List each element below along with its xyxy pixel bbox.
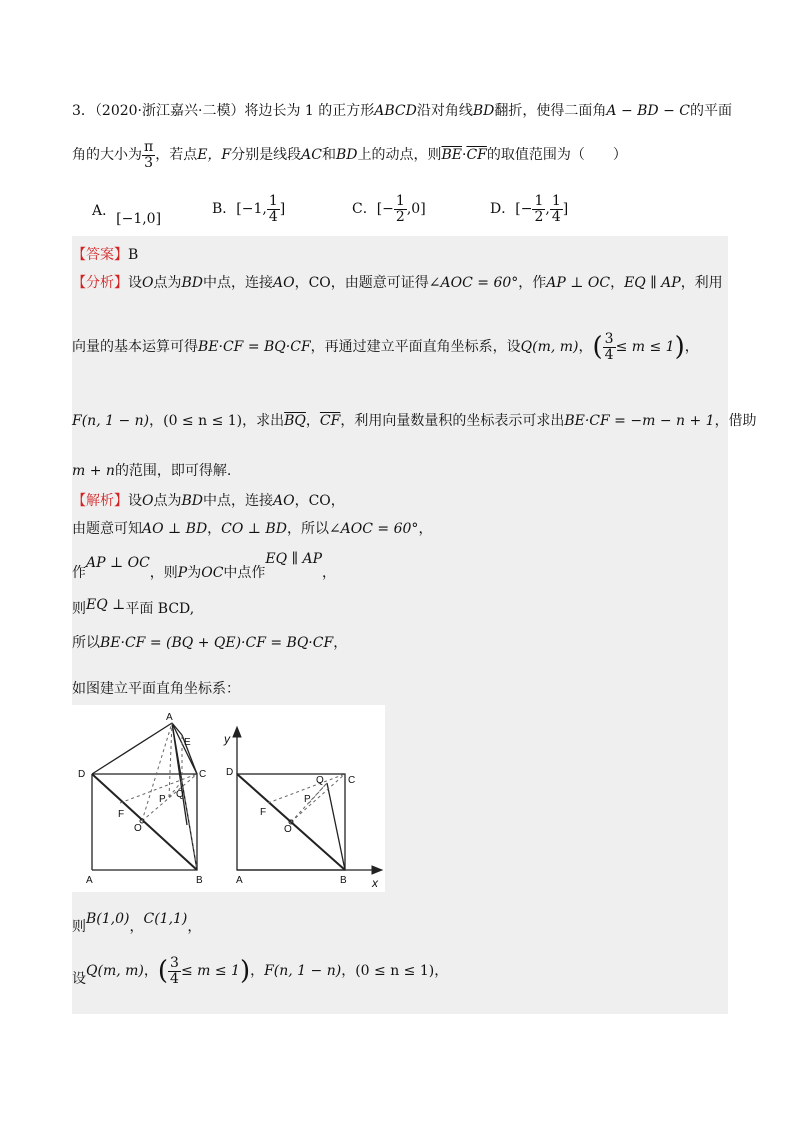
option-b-value: [−1, [236,201,267,218]
text: ， [149,413,164,429]
option-a-label: A． [92,203,117,219]
text: 则 [72,601,86,617]
text: 则 [72,919,86,935]
coordinate-figure [72,705,385,892]
fraction [550,194,563,224]
label-b-right: B [340,875,347,886]
fraction [394,194,407,224]
math-p: P [177,565,188,581]
question-text: 沿对角线 [416,103,473,119]
vector-formula: BE·CF = −m − n + 1 [564,413,715,429]
option-c-value: [− [376,201,394,218]
solution-line-8 [72,956,448,986]
solution-line-1 [72,490,345,510]
math-formula: AO ⊥ BD [142,521,208,537]
text: ，则 [149,565,178,581]
label-a-top: A [166,712,173,723]
analysis-line-4 [72,460,231,480]
label-x-axis: x [372,876,378,890]
label-o-left: O [134,823,142,834]
text: ， [187,919,202,935]
answer-line [72,244,138,264]
math-abcd: ABCD [374,103,417,119]
option-d-value: ] [562,201,569,218]
solution-line-4 [72,598,194,618]
text: 为 [187,565,202,581]
math-f: F(n, 1 − n) [72,413,150,429]
vector-be: $\overline{BE}$ [441,147,462,164]
math-ac: AC [301,147,322,164]
frac-den: 4 [170,970,179,987]
solution-label: 【解析】 [72,493,128,509]
text: 设 [128,275,142,291]
math-ap: AP ⊥ OC [546,275,611,291]
label-p-left: P [159,794,166,805]
math-oc: OC [201,565,224,581]
option-d-value: [− [515,201,533,218]
text: 中点，连接 [203,493,273,509]
question-text: 的取值范围为（ ） [486,147,627,164]
frac-den: 4 [268,208,278,225]
text: 设 [128,493,142,509]
label-b-left: B [196,875,203,886]
frac-den: 2 [534,208,544,225]
math-o: O [142,493,154,509]
option-d-value: , [545,201,550,218]
paren-close: ) [239,956,251,987]
text: ，CO，由题意可证得 [294,275,429,291]
frac-den: 3 [144,154,154,171]
option-a-value: [−1,0] [116,211,162,227]
point-c: C(1,1) [143,911,188,927]
solution-line-5 [72,632,347,652]
text: ， [305,413,320,429]
question-text: 和 [321,147,336,164]
text: 平面 BCD, [125,601,195,617]
text: ，CO， [294,493,345,509]
answer-label: 【答案】 [72,247,128,263]
text: ，借助 [714,413,757,429]
label-d-left: D [78,769,86,780]
question-line-1 [72,100,732,120]
point-q: Q(m, m) [86,963,144,980]
math-ao: AO [273,275,295,291]
text: 如图建立平面直角坐标系： [72,681,240,697]
label-q-right: Q [316,775,324,786]
frac-num: 1 [268,193,278,209]
question-text: 上的动点，则 [357,147,442,164]
label-f-left: F [118,809,125,820]
math-q: Q(m, m) [520,339,579,356]
text: ， [143,963,158,980]
paren-close: ) [674,332,685,363]
math-range: ≤ m ≤ 1 [180,963,240,980]
fraction [603,332,616,362]
text: ， [684,339,699,356]
analysis-line-3 [72,410,757,430]
label-c-left: C [199,769,207,780]
fraction [168,956,181,986]
frac-num: 3 [170,955,179,971]
math-formula: AP ⊥ OC [86,555,150,571]
question-text: 分别是线段 [231,147,302,164]
math-eq: EQ ∥ AP [624,275,681,291]
text: ，再通过建立平面直角坐标系，设 [310,339,521,356]
text: 作 [72,565,86,581]
math-range: (0 ≤ n ≤ 1) [355,963,435,980]
label-q-left: Q [176,789,184,800]
question-number: 3． [72,103,95,119]
dot-operator: · [462,147,467,164]
text: ，作 [518,275,547,291]
option-c-value: ,0] [406,201,426,218]
text: 中点，连接 [203,275,273,291]
math-ao: AO [273,493,295,509]
math-bd: BD [181,275,203,291]
math-formula: EQ ⊥ [86,597,126,613]
fraction [532,194,545,224]
label-a-right: A [236,875,243,886]
text: ， [610,275,625,291]
text: ， [322,565,337,581]
solution-line-2 [72,518,432,538]
label-y-axis: y [224,732,230,746]
text: ， [418,521,433,537]
option-b-value: ] [279,201,286,218]
math-range: ≤ m ≤ 1 [615,339,675,356]
point-f: F(n, 1 − n) [264,963,342,980]
math-range: (0 ≤ n ≤ 1) [163,413,243,429]
vector-bq: $\overline{BQ}$ [284,413,306,429]
option-c-label: C． [352,201,377,218]
fraction-pi-3 [142,140,155,170]
option-a[interactable] [92,200,162,227]
question-text: 角的大小为 [72,147,142,164]
fraction [267,194,280,224]
option-b-label: B． [212,201,237,218]
text: ， [341,963,356,980]
point-b: B(1,0) [86,911,130,927]
option-d[interactable] [490,194,568,224]
question-source: （2020·浙江嘉兴·二模） [94,103,245,119]
math-ef: E，F [197,147,232,164]
label-d-right: D [226,767,234,778]
label-o-right: O [284,824,292,835]
paren-open: ( [157,956,169,987]
question-line-2 [72,140,627,170]
frac-num: 1 [534,193,544,209]
analysis-label: 【分析】 [72,275,128,291]
label-a-bottom-left: A [86,875,93,886]
text: ， [333,635,348,651]
frac-den: 4 [604,346,614,363]
frac-num: π [144,139,154,155]
text: 设 [72,971,86,988]
vector-formula: BE·CF = (BQ + QE)·CF = BQ·CF [100,635,334,651]
frac-num: 1 [551,193,561,209]
text: ，所以 [286,521,329,537]
solution-line-6 [72,678,240,698]
text: ，利用向量数量积的坐标表示可求出 [340,413,565,429]
option-c[interactable] [352,194,426,224]
question-text: 的平面 [690,103,732,119]
text: ， [578,339,593,356]
frac-num: 3 [604,331,614,347]
text: ，利用 [680,275,723,291]
text: 所以 [72,635,100,651]
math-bd: BD [181,493,203,509]
text: 的范围，即可得解. [114,463,232,479]
math-angle: ∠AOC = 60° [428,275,519,291]
vector-cf: $\overline{CF}$ [319,413,341,429]
math-formula: EQ ∥ AP [265,551,323,567]
text: 向量的基本运算可得 [72,339,198,356]
frac-num: 1 [395,193,405,209]
question-text: ，若点 [155,147,198,164]
text: 点为 [153,493,182,509]
text: ， [434,963,449,980]
math-o: O [142,275,154,291]
label-p-right: P [304,794,311,805]
question-text: 翻折，使得二面角 [494,103,607,119]
label-e: E [184,737,191,748]
option-d-label: D． [490,201,516,218]
answer-value: B [128,247,139,263]
text: ， [207,521,222,537]
option-b[interactable] [212,194,285,224]
solution-line-7 [72,908,202,935]
text: 由题意可知 [72,521,142,537]
vector-cf: $\overline{CF}$ [466,147,487,164]
math-dihedral: A − BD − C [606,103,690,119]
paren-open: ( [592,332,603,363]
text: ， [250,963,265,980]
question-text: 将边长为 1 的正方形 [244,103,375,119]
text: 中点作 [223,565,266,581]
label-f-right: F [260,807,267,818]
text: ，求出 [242,413,285,429]
analysis-line-2 [72,332,699,362]
frac-den: 4 [551,208,561,225]
vector-formula: BE·CF = BQ·CF [198,339,311,356]
figure-svg [72,705,385,892]
math-formula: ∠AOC = 60° [328,521,419,537]
math-formula: CO ⊥ BD [221,521,287,537]
label-c-right: C [348,775,356,786]
frac-den: 2 [395,208,405,225]
analysis-line-1 [72,272,723,292]
text: ， [129,919,144,935]
solution-line-3 [72,551,337,581]
text: 点为 [153,275,182,291]
math-mn: m + n [72,463,115,479]
math-bd: BD [472,103,495,119]
math-bd: BD [335,147,358,164]
